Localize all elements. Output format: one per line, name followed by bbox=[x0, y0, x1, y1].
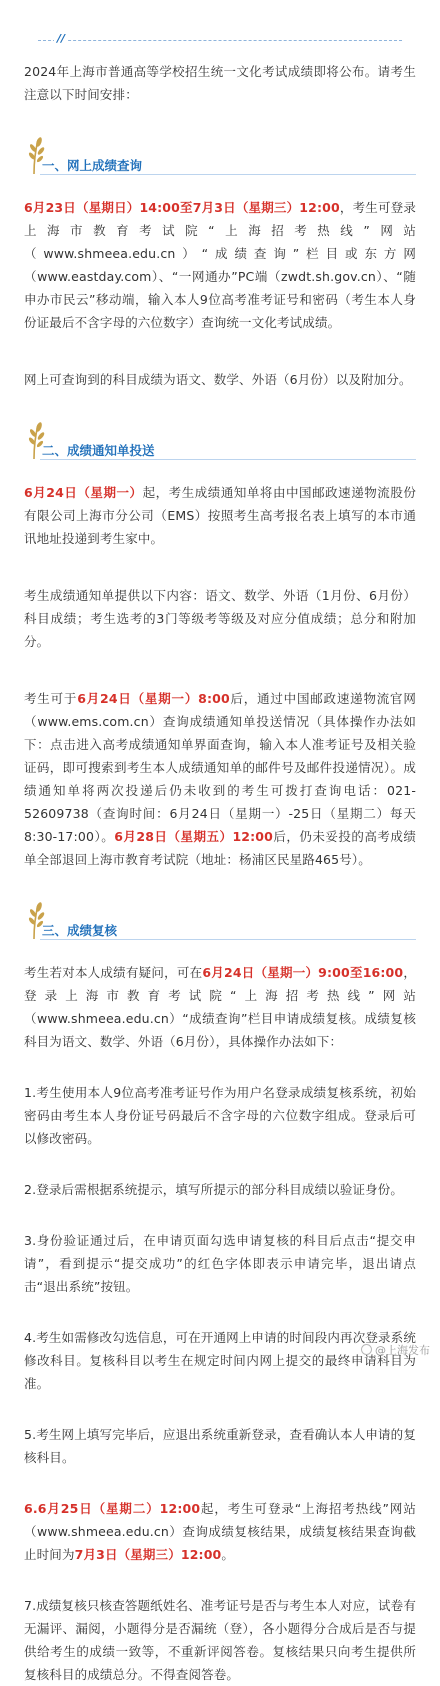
date-highlight: 6月24日（星期一）8:00 bbox=[77, 691, 230, 706]
section-rule bbox=[40, 459, 416, 460]
section-rule bbox=[40, 174, 416, 175]
review-step-4: 4.考生如需修改勾选信息，可在开通网上申请的时间段内再次登录系统修改科目。复核科目以考生在规定时间内网上提交的最终申请科目为准。 bbox=[24, 1330, 416, 1391]
paragraph-text: 。 bbox=[221, 1547, 235, 1562]
subjects-paragraph: 网上可查询到的科目成绩为语文、数学、外语（6月份）以及附加分。 bbox=[24, 372, 412, 387]
section-header-notice-delivery bbox=[24, 421, 416, 465]
date-highlight: 6月24日（星期一）9:00至16:00 bbox=[202, 965, 404, 980]
section-header-online-query bbox=[24, 136, 416, 180]
review-step-1: 1.考生使用本人9位高考准考证号作为用户名登录成绩复核系统，初始密码由考生本人身份证号码最后不含字母的六位数字组成。登录后可以修改密码。 bbox=[24, 1085, 416, 1146]
date-highlight: 6月25日（星期二）12:00 bbox=[37, 1501, 201, 1516]
paragraph-text: ，登录上海市教育考试院“上海招考热线”网站（www.shmeea.edu.cn）“成绩查询”栏目申请成绩复核。成绩复核科目为语文、数学、外语（6月份），具体操作办法如下： bbox=[24, 965, 416, 1049]
section-title: 三、成绩复核 bbox=[42, 923, 118, 938]
paragraph-text: 起，考生可登录“上海招考热线”网站（www.shmeea.edu.cn）查询成绩复核结果，成绩复核结果查询截止时间为 bbox=[24, 1501, 416, 1562]
top-divider bbox=[24, 0, 416, 45]
section-rule bbox=[40, 939, 416, 940]
weibo-icon bbox=[361, 1344, 372, 1355]
review-intro-paragraph bbox=[24, 961, 416, 1053]
review-step-6 bbox=[24, 1497, 416, 1566]
review-step-5: 5.考生网上填写完毕后，应退出系统重新登录，查看确认本人申请的复核科目。 bbox=[24, 1427, 416, 1465]
paragraph-text: 考生可于 bbox=[24, 691, 78, 706]
paragraph-text: 后，仍未妥投的高考成绩单全部退回上海市教育考试院（地址：杨浦区民星路465号）。 bbox=[24, 829, 416, 867]
notice-content-paragraph: 考生成绩通知单提供以下内容：语文、数学、外语（1月份、6月份）科目成绩；考生选考的3门等级考等级及对应分值成绩；总分和附加分。 bbox=[24, 588, 416, 649]
delivery-paragraph bbox=[24, 481, 416, 550]
step-number: 6. bbox=[24, 1501, 38, 1516]
ems-query-paragraph bbox=[24, 687, 416, 871]
dashed-rule bbox=[38, 40, 402, 41]
date-highlight: 7月3日（星期三）12:00 bbox=[74, 1547, 222, 1562]
intro-paragraph: 2024年上海市普通高等学校招生统一文化考试成绩即将公布。请考生注意以下时间安排： bbox=[24, 64, 416, 102]
online-query-paragraph bbox=[24, 196, 416, 334]
slash-mark-icon: // bbox=[54, 31, 68, 47]
paragraph-text: 起，考生成绩通知单将由中国邮政速递物流股份有限公司上海市分公司（EMS）按照考生高考报名表上填写的本市通讯地址投递到考生家中。 bbox=[24, 485, 417, 546]
date-highlight: 6月28日（星期五）12:00 bbox=[114, 829, 273, 844]
paragraph-text: ，考生可登录上海市教育考试院“上海招考热线”网站（www.shmeea.edu.cn）“成绩查询”栏目或东方网（www.eastday.com）、“一网通办”PC端（zwdt.sh.gov.cn）、“随申办市民云”移动端，输入本人9位高考准考证号和密码（考生本人身份证最后不含字母的六位数字）查询统一文化考试成绩。 bbox=[24, 200, 416, 330]
section-title: 一、网上成绩查询 bbox=[42, 158, 143, 173]
date-highlight: 6月23日（星期日）14:00至7月3日（星期三）12:00 bbox=[24, 200, 340, 215]
review-step-3: 3.身份验证通过后，在申请页面勾选申请复核的科目后点击“提交申请”，看到提示“提交成功”的红色字体即表示申请完毕，退出请点击“退出系统”按钮。 bbox=[24, 1233, 416, 1294]
section-title: 二、成绩通知单投送 bbox=[42, 443, 155, 458]
paragraph-text: 后，通过中国邮政速递物流官网（www.ems.com.cn）查询成绩通知单投送情况（具体操作办法如下：点击进入高考成绩通知单界面查询，输入本人准考证号及相关验证码，即可搜索到考生本人成绩通知单的邮件号及邮件投递情况）。成绩通知单将两次投递后仍未收到的考生可拨打查询电话：021-52609738（查询时间：6月24日（星期一）-25日（星期二）每天8:30-17:00）。 bbox=[24, 691, 416, 844]
paragraph-text: 考生若对本人成绩有疑问，可在 bbox=[24, 965, 203, 980]
section-header-score-review bbox=[24, 901, 416, 945]
watermark bbox=[361, 1342, 430, 1358]
review-step-2: 2.登录后需根据系统提示，填写所提示的部分科目成绩以验证身份。 bbox=[24, 1182, 404, 1197]
watermark-text: @上海发布 bbox=[375, 1344, 430, 1357]
date-highlight: 6月24日（星期一） bbox=[24, 485, 143, 500]
review-step-7: 7.成绩复核只核查答题纸姓名、准考证号是否与考生本人对应，试卷有无漏评、漏阅，小题得分是否漏统（登），各小题得分合成后是否与提供给考生的成绩一致等，不重新评阅答卷。复核结果只向考生提供所复核科目的成绩总分。不得查阅答卷。 bbox=[24, 1598, 416, 1682]
